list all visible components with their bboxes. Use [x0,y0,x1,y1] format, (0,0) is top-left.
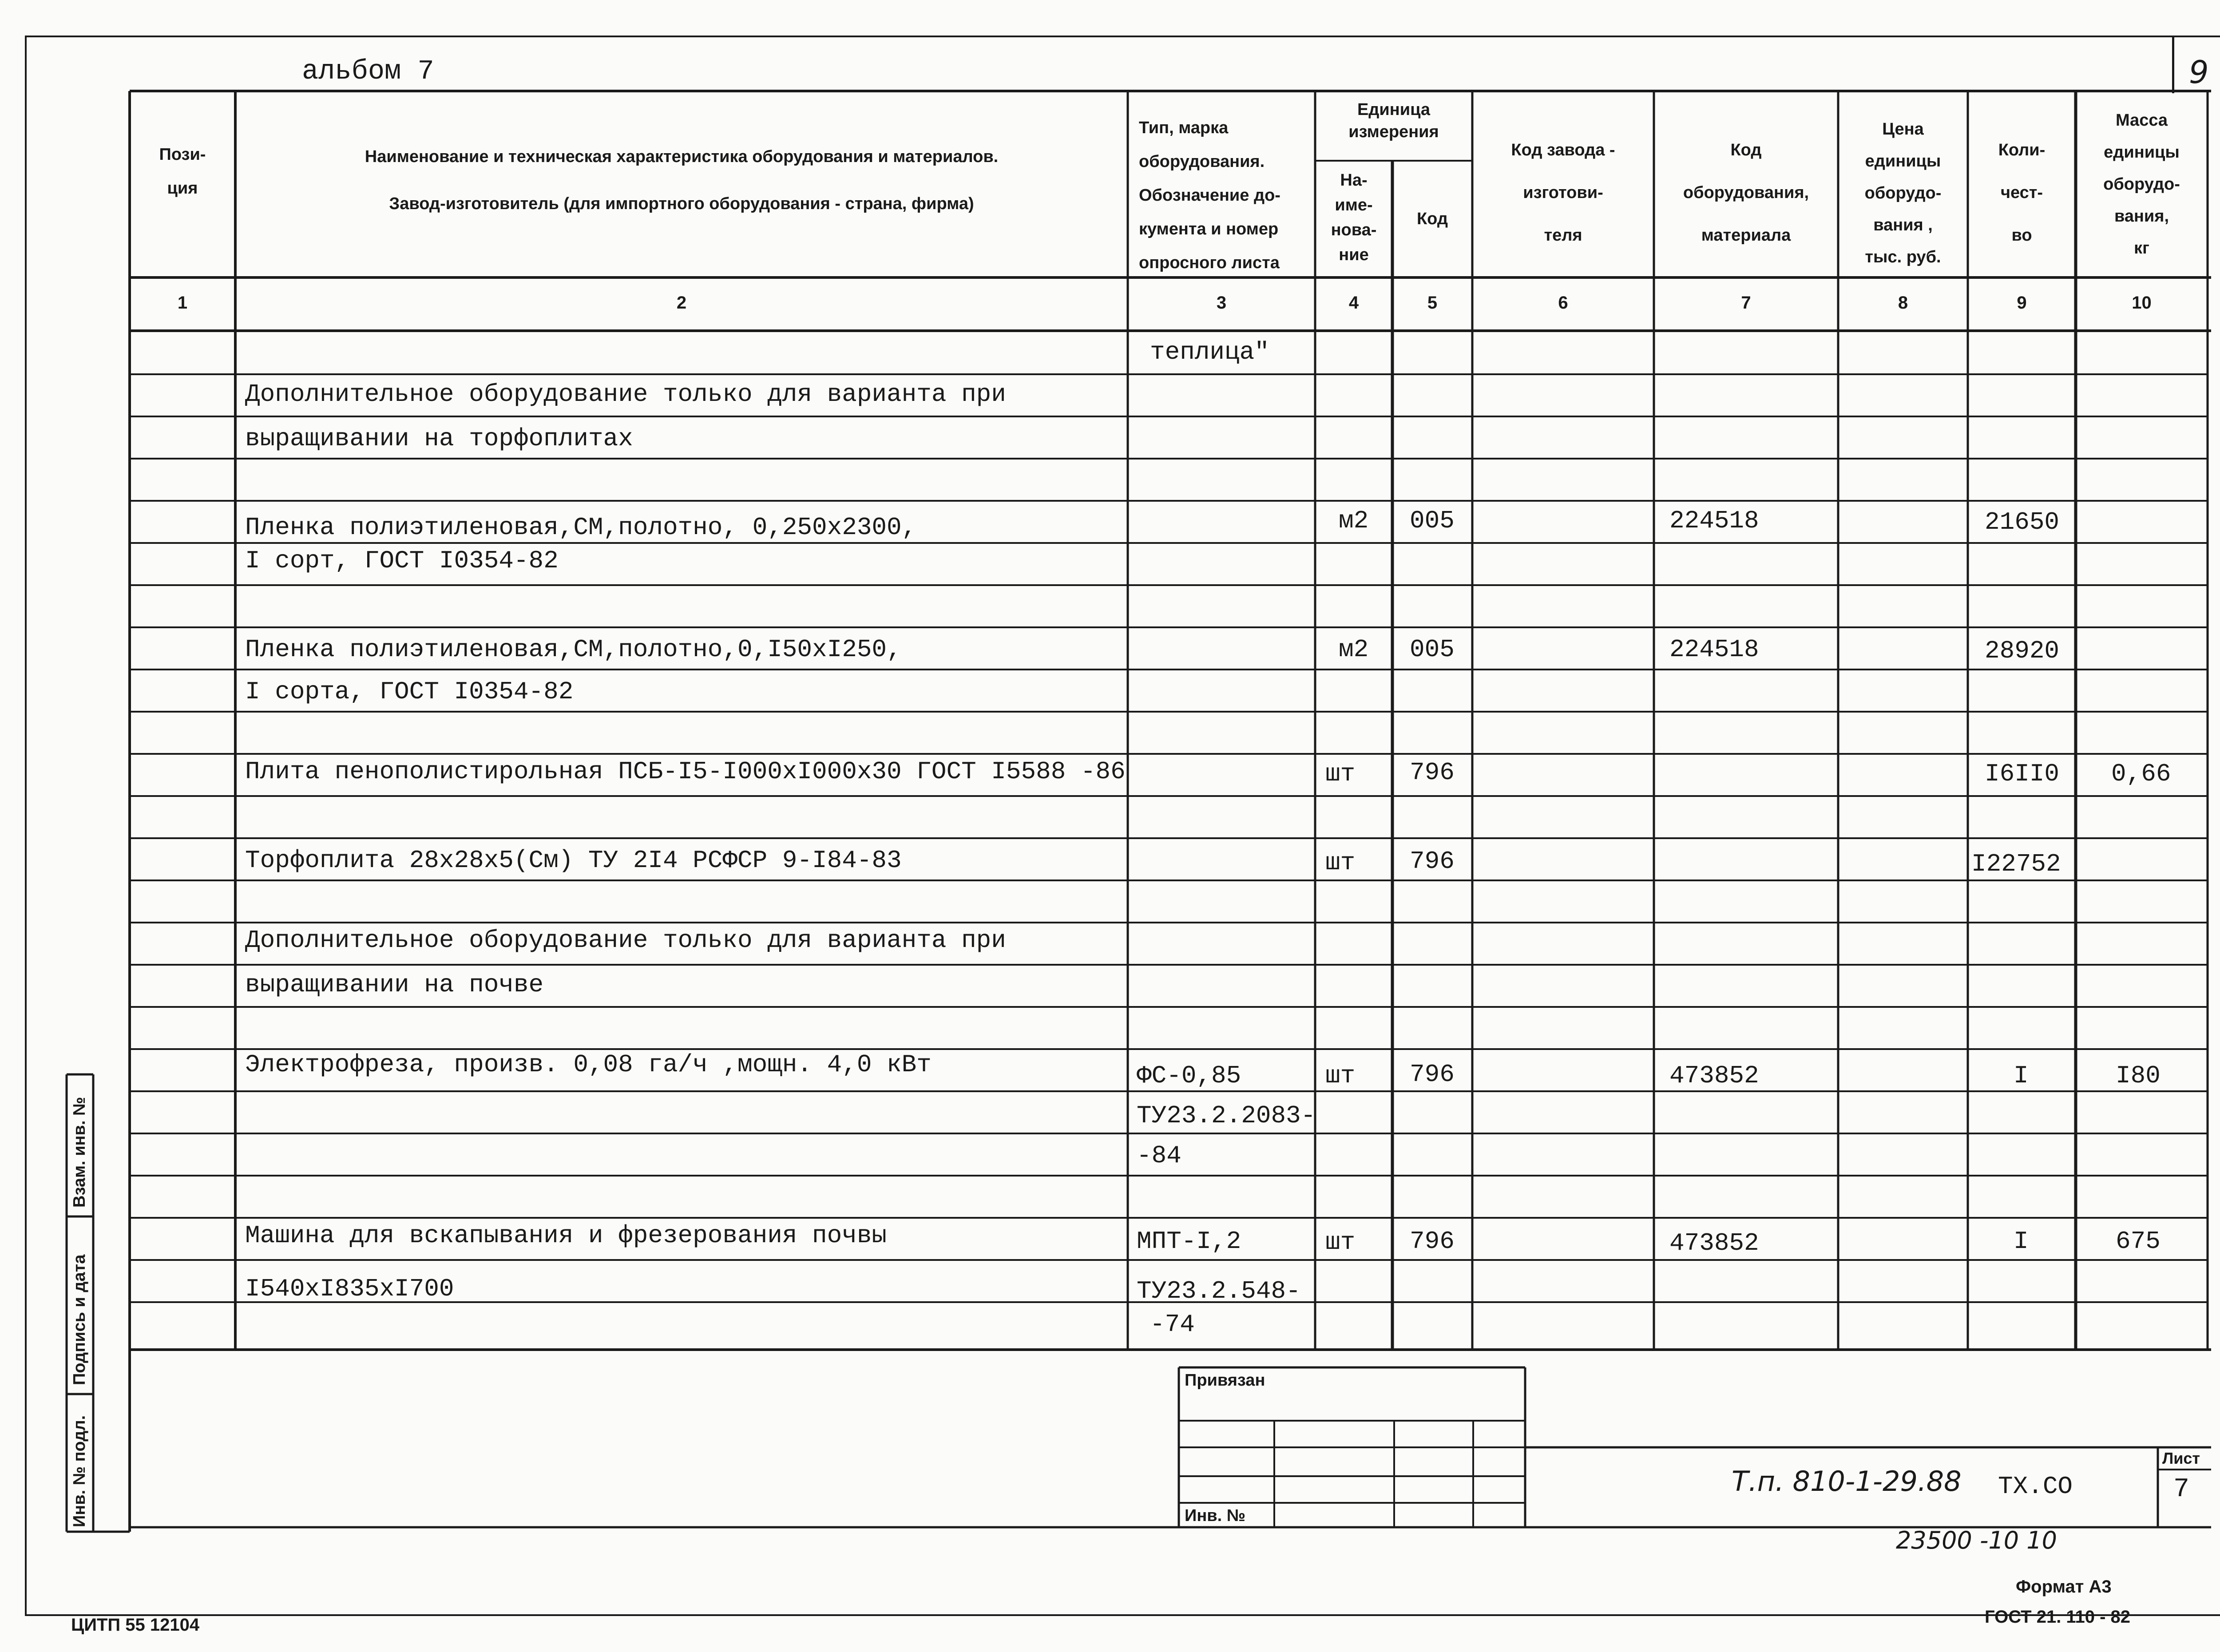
stamp-bottom-number: 23500 -10 10 [1896,1526,2057,1554]
row-name: Торфоплита 28x28x5(См) ТУ 2I4 РСФСР 9-I84-83 [245,846,902,875]
header-col3 [1130,111,1322,280]
row-mass: 675 [2116,1227,2161,1256]
header-col6-line3: теля [1544,226,1582,245]
col-number-6: 6 [1558,293,1568,313]
header-col2-line1: Наименование и техническая характеристика оборудования и материалов. [365,147,999,166]
header-col4-line2: име- [1335,196,1373,214]
row-mass: 0,66 [2111,760,2171,788]
row-name: выращивании на почве [245,971,544,999]
row-name: Электрофреза, произв. 0,08 га/ч ,мощн. 4,0 кВт [245,1050,932,1079]
row-unit: шт [1325,1062,1356,1090]
header-col1-line2: ция [167,179,198,198]
row-name: Плита пенополистирольная ПСБ-I5-I000xI000x30 ГОСТ I5588 -86 [245,757,1126,786]
header-col3-line1: Тип, марка [1139,119,1229,137]
header-col1 [130,138,235,205]
row-code: 796 [1410,758,1455,787]
header-col6-line2: изготови- [1523,183,1603,202]
row-name: Дополнительное оборудование только для варианта при [245,926,1006,955]
col-number-7: 7 [1741,293,1751,313]
footer-gost: ГОСТ 21. 110 - 82 [1985,1607,2130,1627]
row-code: 005 [1410,635,1455,664]
row-material-code: 224518 [1669,507,1759,535]
side-label-replaced-inv: Взам. инв. № [70,1097,89,1208]
header-col7 [1654,129,1838,257]
header-col2-line2: Завод-изготовитель (для импортного оборудования - страна, фирма) [389,194,974,213]
page-number: 9 [2189,54,2209,91]
header-col3-line5: опросного листа [1139,254,1280,272]
row-unit: м2 [1339,507,1369,535]
header-col8-line4: вания , [1873,216,1933,234]
row-type: -84 [1137,1141,1181,1170]
row-type: МПТ-I,2 [1137,1227,1241,1256]
header-col8-line2: единицы [1865,152,1941,170]
col-number-4: 4 [1348,293,1359,313]
row-code: 796 [1410,1060,1455,1089]
header-col8 [1838,113,1968,273]
header-col7-line2: оборудования, [1683,183,1809,202]
header-col4-line1: На- [1340,171,1368,190]
row-unit: м2 [1339,635,1369,664]
col-number-8: 8 [1898,293,1908,313]
header-unit-line1: Единица [1357,100,1431,119]
row-code: 796 [1410,1227,1455,1256]
header-col9-line3: во [2011,226,2032,245]
stamp-project-number: Т.п. 810-1-29.88 [1732,1465,1962,1497]
header-col4-line4: ние [1339,246,1369,264]
row-quantity: 21650 [1985,508,2060,536]
col-number-9: 9 [2017,293,2027,313]
row-quantity: I6II0 [1985,760,2060,788]
row-quantity: I [2014,1062,2029,1090]
col-number-10: 10 [2132,293,2152,313]
header-col9-line2: чест- [2000,183,2043,202]
header-col8-line5: тыс. руб. [1865,248,1941,266]
row-name: Машина для вскапывания и фрезерования почвы [245,1221,887,1250]
header-col8-line1: Цена [1882,120,1924,139]
header-col8-line3: оборудо- [1864,184,1942,202]
header-unit-line2: измерения [1348,123,1439,141]
header-col10 [2076,104,2208,264]
header-unit [1315,99,1472,143]
row-unit: шт [1325,760,1356,788]
footer-left-code: ЦИТП 55 12104 [71,1615,200,1635]
header-col3-line2: оборудования. [1139,152,1265,171]
album-label: альбом 7 [302,55,434,87]
row-unit: шт [1325,1228,1356,1256]
header-col9-line1: Коли- [1998,141,2046,159]
row-unit: шт [1325,848,1356,877]
header-col7-line3: материала [1701,226,1791,245]
stamp-sheet-label: Лист [2162,1449,2200,1467]
row-code: 005 [1410,507,1455,535]
header-col6 [1472,129,1654,257]
row-name: Пленка полиэтиленовая,СМ,полотно,0,I50xI250, [245,635,902,664]
header-col4-line3: нова- [1331,221,1377,239]
header-col7-line1: Код [1730,141,1762,159]
row-type: теплица" [1150,338,1269,366]
header-col2 [240,133,1123,227]
row-code: 796 [1410,847,1455,876]
header-col6-line1: Код завода - [1511,141,1615,159]
row-type: ФС-0,85 [1137,1062,1241,1090]
header-col1-line1: Пози- [159,145,206,164]
col-number-3: 3 [1216,293,1227,313]
header-col5: Код [1416,210,1448,228]
row-name: I сорта, ГОСТ I0354-82 [245,677,574,706]
row-type: -74 [1150,1310,1195,1339]
row-material-code: 224518 [1669,635,1759,664]
side-label-signature-date: Подпись и дата [70,1254,89,1385]
row-name: выращивании на торфоплитах [245,424,633,453]
row-name: Пленка полиэтиленовая,СМ,полотно, 0,250x2300, [245,513,917,542]
stamp-doc-code: ТХ.СО [1998,1472,2073,1501]
row-material-code: 473852 [1669,1229,1759,1257]
stamp-privyazan: Привязан [1185,1371,1265,1390]
stamp-sheet-number: 7 [2173,1474,2190,1505]
row-quantity: I22752 [1971,850,2061,878]
row-quantity: I [2014,1227,2029,1256]
footer-format: Формат А3 [2016,1577,2112,1597]
row-name: I540xI835xI700 [245,1275,454,1303]
side-label-inv-original: Инв. № подл. [70,1415,89,1527]
row-mass: I80 [2116,1062,2161,1090]
row-type: ТУ23.2.2083- [1137,1101,1316,1130]
header-col4 [1315,168,1392,267]
header-col3-line4: кумента и номер [1139,220,1279,238]
row-material-code: 473852 [1669,1062,1759,1090]
header-col10-line5: кг [2134,239,2149,258]
header-col3-line3: Обозначение до- [1139,186,1280,205]
header-col9 [1968,129,2076,257]
row-name: Дополнительное оборудование только для варианта при [245,380,1006,408]
header-col10-line4: вания, [2114,207,2169,226]
col-number-5: 5 [1427,293,1438,313]
header-col10-line3: оборудо- [2103,175,2180,194]
stamp-inv-no: Инв. № [1185,1506,1246,1525]
col-number-2: 2 [676,293,687,313]
header-col10-line1: Масса [2115,111,2168,130]
row-quantity: 28920 [1985,637,2060,665]
col-number-1: 1 [177,293,188,313]
header-col10-line2: единицы [2104,143,2180,162]
row-type: ТУ23.2.548- [1137,1277,1301,1305]
row-name: I сорт, ГОСТ I0354-82 [245,547,559,575]
